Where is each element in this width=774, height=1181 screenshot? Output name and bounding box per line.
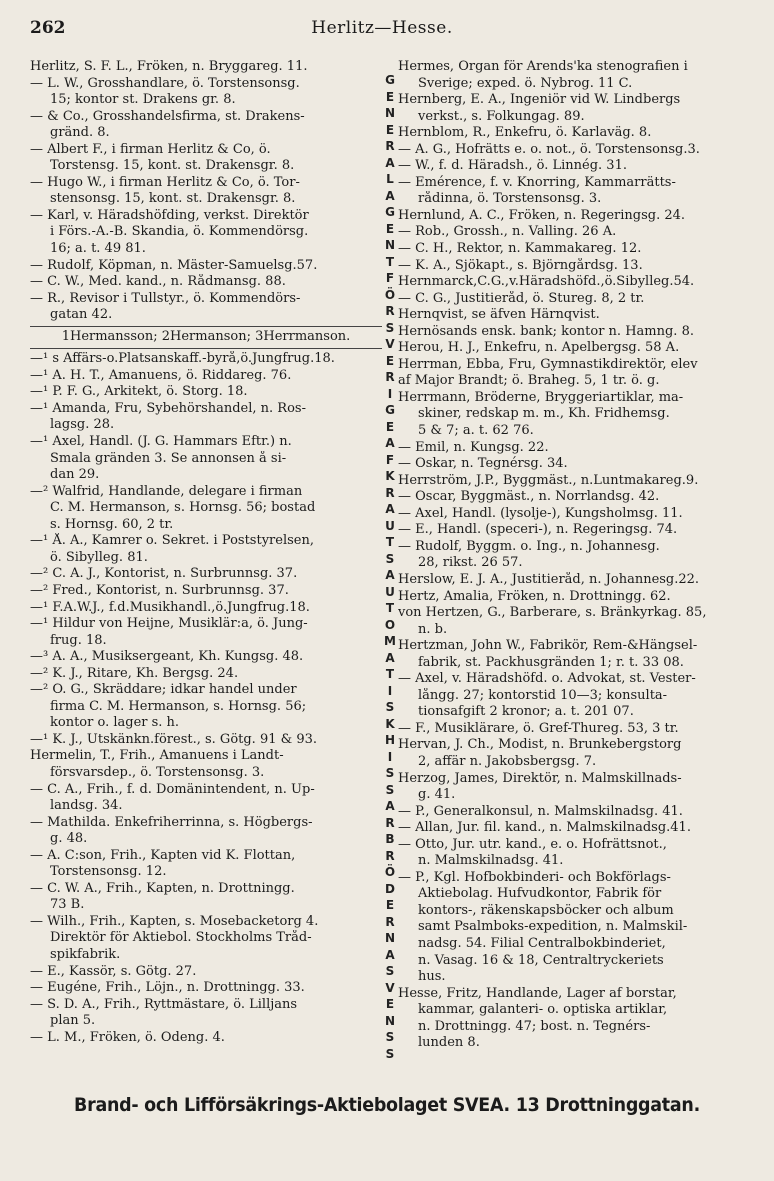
spine-letter: T (385, 667, 395, 681)
directory-entry-line: spikfabrik. (50, 946, 121, 962)
directory-entry-line: — C. W. A., Frih., Kapten, n. Drottningg. (30, 880, 295, 896)
spine-letter: E (385, 898, 395, 912)
directory-entry-line: Torstensonsg. 12. (50, 864, 167, 880)
spine-letter: N (384, 1013, 396, 1028)
spine-letter: A (385, 188, 395, 203)
spine-letter: H (384, 733, 396, 747)
directory-entry-line: — Hugo W., i firman Herlitz & Co, ö. Tor- (30, 174, 300, 190)
spine-letter: I (387, 683, 393, 698)
spine-letter: R (385, 848, 395, 863)
directory-entry-line: Hervan, J. Ch., Modist, n. Brunkebergstorg (398, 737, 682, 753)
spine-letter: S (385, 320, 395, 335)
directory-entry-line: fabrik, st. Packhusgränden 1; r. t. 33 08. (418, 654, 684, 670)
directory-entry-line: g. 48. (50, 831, 88, 847)
directory-entry-line: nadsg. 54. Filial Centralbokbinderiet, (418, 935, 666, 951)
spine-letter: S (385, 782, 395, 797)
directory-entry-line: Hertz, Amalia, Fröken, n. Drottningg. 62. (398, 588, 671, 604)
spine-letter: K (385, 716, 395, 731)
directory-entry-line: försvarsdep., ö. Torstensonsg. 3. (50, 764, 265, 780)
directory-entry-line: firma C. M. Hermanson, s. Hornsg. 56; (50, 698, 307, 714)
directory-entry-line: —¹ s Affärs-o.Platsanskaff.-byrå,ö.Jungfrug.18. (30, 351, 335, 367)
directory-entry-line: kammar, galanteri- o. optiska artiklar, (418, 1002, 668, 1018)
directory-entry-line: — C. W., Med. kand., n. Rådmansg. 88. (30, 274, 286, 290)
directory-entry-line: — Karl, v. Häradshöfding, verkst. Direktör (30, 207, 309, 223)
spine-letter: F (385, 271, 395, 285)
directory-entry-line: 73 B. (50, 897, 85, 913)
directory-entry-line: — C. G., Justitieråd, ö. Stureg. 8, 2 tr. (398, 290, 645, 306)
directory-entry-line: —¹ P. F. G., Arkitekt, ö. Storg. 18. (30, 384, 248, 400)
spine-letter: F (385, 452, 395, 467)
directory-entry-line: — Axel, Handl. (lysolje-), Kungsholmsg. 11. (398, 505, 683, 521)
spine-letter: S (385, 1046, 395, 1061)
directory-entry-line: Sverige; exped. ö. Nybrog. 11 C. (418, 75, 633, 91)
section-divider (30, 326, 382, 327)
spine-letter: M (384, 634, 396, 648)
directory-entry-line: Hernlund, A. C., Fröken, n. Regeringsg. 24. (398, 207, 686, 223)
directory-entry-line: långg. 27; kontorstid 10—3; konsulta- (418, 687, 668, 703)
spine-letter: T (385, 254, 395, 269)
spine-letter: G (385, 403, 395, 417)
directory-entry-line: s. Hornsg. 60, 2 tr. (50, 516, 174, 532)
name-variant-heading: 1Hermansson; 2Hermanson; 3Herrmanson. (61, 328, 351, 344)
directory-entry-line: — Rudolf, Byggm. o. Ing., n. Johannesg. (398, 538, 660, 554)
directory-entry-line: — L. M., Fröken, ö. Odeng. 4. (30, 1029, 225, 1045)
directory-entry-line: — K. A., Sjökapt., s. Björngårdsg. 13. (398, 257, 643, 273)
directory-entry-line: dan 29. (50, 467, 100, 483)
spine-letter: E (385, 122, 395, 137)
directory-entry-line: Herou, H. J., Enkefru, n. Apelbergsg. 58 A. (398, 340, 680, 356)
directory-entry-line: Torstensg. 15, kont. st. Drakensgr. 8. (50, 158, 295, 174)
directory-entry-line: — P., Generalkonsul, n. Malmskilnadsg. 41. (398, 803, 683, 819)
spine-letter: N (384, 931, 396, 945)
directory-entry-line: —² O. G., Skräddare; idkar handel under (30, 682, 297, 698)
directory-entry-line: von Hertzen, G., Barberare, s. Bränkyrkag. 85, (398, 605, 707, 621)
directory-entry-line: Hesse, Fritz, Handlande, Lager af borstar, (398, 985, 677, 1001)
directory-entry-line: gatan 42. (50, 307, 113, 323)
spine-letter: I (387, 749, 393, 764)
spine-letter: S (385, 1030, 395, 1044)
directory-entry-line: Hernberg, E. A., Ingeniör vid W. Lindbergs (398, 92, 681, 108)
spine-letter: A (385, 502, 395, 516)
directory-entry-line: Herzog, James, Direktör, n. Malmskillnads- (398, 770, 682, 786)
directory-entry-line: samt Psalmboks-expedition, n. Malmskil- (418, 919, 688, 935)
spine-letter: R (385, 139, 395, 153)
spine-letter: D (385, 881, 395, 896)
directory-entry-line: af Major Brandt; ö. Braheg. 5, 1 tr. ö. g. (398, 373, 660, 389)
directory-entry-line: — Eugéne, Frih., Löjn., n. Drottningg. 33. (30, 980, 305, 996)
directory-entry-line: — Emérence, f. v. Knorring, Kammarrätts- (398, 174, 676, 190)
directory-entry-line: rådinna, ö. Torstensonsg. 3. (418, 191, 602, 207)
spine-letter: N (384, 106, 396, 120)
directory-entry-line: —³ A. A., Musiksergeant, Kh. Kungsg. 48. (30, 649, 304, 665)
directory-entry-line: Hertzman, John W., Fabrikör, Rem-&Hängsel- (398, 638, 698, 654)
directory-entry-line: Herlitz, S. F. L., Fröken, n. Bryggareg. 11. (30, 59, 308, 74)
directory-entry-line: gränd. 8. (50, 125, 110, 141)
directory-entry-line: Aktiebolag. Hufvudkontor, Fabrik för (418, 886, 662, 902)
directory-entry-line: C. M. Hermanson, s. Hornsg. 56; bostad (50, 500, 316, 516)
spine-letter: R (385, 370, 395, 384)
directory-entry-line: — Otto, Jur. utr. kand., e. o. Hofrättsnot., (398, 836, 667, 852)
spine-letter: U (385, 518, 395, 533)
spine-letter: N (384, 238, 396, 252)
spine-letter: G (385, 73, 395, 87)
directory-entry-line: Hernösands ensk. bank; kontor n. Hamng. 8. (398, 323, 694, 339)
directory-entry-line: i Förs.-A.-B. Skandia, ö. Kommendörsg. (50, 224, 309, 240)
directory-entry-line: Hernblom, R., Enkefru, ö. Karlaväg. 8. (398, 125, 652, 141)
footer-advertisement: Brand- och Lifförsäkrings-Aktiebolaget SVEA. 13 Drottninggatan. (74, 1094, 700, 1116)
directory-entry-line: —² Fred., Kontorist, n. Surbrunnsg. 37. (30, 582, 289, 598)
spine-letter: R (385, 485, 395, 500)
spine-letter: E (385, 419, 395, 434)
directory-entry-line: — Oscar, Byggmäst., n. Norrlandsg. 42. (398, 489, 660, 505)
spine-letter: U (385, 584, 395, 599)
directory-entry-line: — E., Handl. (speceri-), n. Regeringsg. 74. (398, 522, 678, 538)
directory-entry-line: Herslow, E. J. A., Justitieråd, n. Johannesg.22. (398, 571, 700, 587)
directory-entry-line: 5 & 7; a. t. 62 76. (418, 423, 534, 439)
directory-entry-line: —¹ A. H. T., Amanuens, ö. Riddareg. 76. (30, 367, 292, 383)
spine-letter: Ö (384, 865, 396, 879)
page-number: 262 (30, 18, 66, 38)
directory-entry-line: tionsafgift 2 kronor; a. t. 201 07. (418, 704, 634, 720)
directory-entry-line: — R., Revisor i Tullstyr., ö. Kommendörs- (30, 290, 301, 306)
directory-entry-line: 2, affär n. Jakobsbergsg. 7. (418, 753, 597, 769)
directory-entry-line: n. Vasag. 16 & 18, Centraltryckeriets (418, 952, 664, 968)
spine-letter: I (387, 386, 393, 401)
directory-entry-line: landsg. 34. (50, 798, 123, 814)
directory-entry-line: — Oskar, n. Tegnérsg. 34. (398, 456, 568, 472)
directory-entry-line: 28, rikst. 26 57. (418, 555, 523, 571)
directory-entry-line: Hernmarck,C.G.,v.Häradshöfd.,ö.Sibylleg.54. (398, 274, 695, 290)
spine-letter: S (385, 551, 395, 566)
directory-entry-line: — Axel, v. Häradshöfd. o. Advokat, st. Vester- (398, 671, 696, 687)
directory-entry-line: Hermes, Organ för Arends'ka stenografien i (398, 59, 688, 74)
directory-entry-line: — A. G., Hofrätts e. o. not., ö. Torstensonsg.3. (398, 141, 700, 157)
directory-entry-line: — W., f. d. Häradsh., ö. Linnég. 31. (398, 158, 627, 174)
spine-letter: A (385, 436, 395, 450)
directory-entry-line: Herrman, Ebba, Fru, Gymnastikdirektör, elev (398, 356, 698, 372)
directory-entry-line: skiner, redskap m. m., Kh. Fridhemsg. (418, 406, 670, 422)
directory-entry-line: frug. 18. (50, 632, 107, 648)
directory-entry-line: 15; kontor st. Drakens gr. 8. (50, 92, 236, 108)
spine-letter: S (385, 964, 395, 978)
directory-entry-line: — C. H., Rektor, n. Kammakareg. 12. (398, 241, 642, 257)
directory-entry-line: — P., Kgl. Hofbokbinderi- och Bokförlags- (398, 869, 671, 885)
directory-entry-line: — & Co., Grosshandelsfirma, st. Drakens- (30, 108, 305, 124)
directory-entry-line: — Allan, Jur. fil. kand., n. Malmskilnadsg.41. (398, 820, 691, 836)
directory-entry-line: —¹ Hildur von Heijne, Musiklär:a, ö. Jung- (30, 616, 308, 632)
directory-entry-line: — S. D. A., Frih., Ryttmästare, ö. Lilljans (30, 996, 298, 1012)
directory-entry-line: —¹ K. J., Utskänkn.förest., s. Götg. 91 & 93. (30, 731, 318, 747)
spine-letter: R (385, 304, 395, 318)
spine-letter: A (385, 650, 395, 665)
directory-entry-line: — Rudolf, Köpman, n. Mäster-Samuelsg.57. (30, 257, 318, 273)
directory-entry-line: —² C. A. J., Kontorist, n. Surbrunnsg. 37. (30, 566, 298, 582)
directory-entry-line: —¹ Å. A., Kamrer o. Sekret. i Poststyrelsen, (30, 533, 314, 549)
spine-letter: R (385, 914, 395, 929)
left-column (30, 59, 382, 1046)
spine-letter: K (385, 469, 395, 483)
directory-entry-line: — Mathilda. Enkefriherrinna, s. Högbergs- (30, 814, 313, 830)
directory-entry-line: lunden 8. (418, 1035, 480, 1051)
spine-letter: R (385, 815, 395, 830)
directory-entry-line: — E., Kassör, s. Götg. 27. (30, 963, 197, 979)
directory-entry-line: ö. Sibylleg. 81. (50, 549, 148, 565)
spine-letter: S (385, 766, 395, 780)
directory-entry-line: Hernqvist, se äfven Härnqvist. (398, 307, 600, 323)
directory-entry-line: — Albert F., i firman Herlitz & Co, ö. (30, 141, 271, 157)
spine-letter: A (385, 799, 395, 813)
page-header (30, 18, 734, 44)
spine-letter: V (385, 337, 395, 351)
spine-letter: V (385, 980, 395, 995)
spine-letter: T (385, 601, 395, 615)
page-title: Herlitz—Hesse. (311, 18, 453, 38)
directory-entry-line: kontors-, räkenskapsböcker och album (418, 902, 674, 918)
directory-entry-line: —² Walfrid, Handlande, delegare i firman (30, 483, 303, 499)
spine-letter: A (385, 568, 395, 582)
spine-letter: A (385, 155, 395, 170)
directory-entry-line: lagsg. 28. (50, 417, 115, 433)
directory-entry-line: n. Malmskilnadsg. 41. (418, 853, 564, 869)
directory-entry-line: —¹ Amanda, Fru, Sybehörshandel, n. Ros- (30, 400, 306, 416)
directory-entry-line: 16; a. t. 49 81. (50, 241, 146, 257)
directory-entry-line: n. Drottningg. 47; bost. n. Tegnérs- (418, 1018, 651, 1034)
directory-entry-line: hus. (418, 969, 446, 985)
directory-entry-line: Hermelin, T., Frih., Amanuens i Landt- (30, 748, 284, 764)
spine-letter: G (385, 205, 395, 219)
directory-entry-line: Herrström, J.P., Byggmäst., n.Luntmakareg.9. (398, 472, 699, 488)
spine-letter: S (385, 700, 395, 714)
spine-letter: O (384, 617, 396, 632)
spine-letter: L (386, 172, 394, 186)
spine-letter: E (385, 221, 395, 236)
spine-letter: E (385, 997, 395, 1011)
directory-entry-line: —¹ F.A.W.J., f.d.Musikhandl.,ö.Jungfrug.18. (30, 599, 310, 615)
directory-entry-line: — Rob., Grossh., n. Valling. 26 A. (398, 224, 617, 240)
directory-entry-line: Herrmann, Bröderne, Bryggeriartiklar, ma- (398, 389, 684, 405)
directory-entry-line: — A. C:son, Frih., Kapten vid K. Flottan, (30, 847, 296, 863)
directory-entry-line: — L. W., Grosshandlare, ö. Torstensonsg. (30, 75, 300, 91)
directory-entry-line: —² K. J., Ritare, Kh. Bergsg. 24. (30, 665, 239, 681)
spine-letter: B (385, 832, 395, 846)
directory-entry-line: plan 5. (50, 1013, 96, 1029)
section-divider (30, 348, 382, 349)
directory-entry-line: Smala gränden 3. Se annonsen å si- (50, 450, 287, 466)
directory-entry-line: g. 41. (418, 787, 456, 803)
spine-letter: T (385, 535, 395, 549)
directory-entry-line: — Wilh., Frih., Kapten, s. Mosebacketorg 4. (30, 913, 319, 929)
directory-entry-line: — F., Musiklärare, ö. Gref-Thureg. 53, 3 tr. (398, 720, 679, 736)
spine-letter: E (385, 353, 395, 368)
directory-entry-line: stensonsg. 15, kont. st. Drakensgr. 8. (50, 191, 296, 207)
spine-letter: A (385, 947, 395, 962)
directory-entry-line: —¹ Axel, Handl. (J. G. Hammars Eftr.) n. (30, 434, 292, 450)
spine-letter: Ö (384, 287, 396, 302)
directory-entry-line: n. b. (418, 621, 448, 637)
spine-letter: E (385, 89, 395, 104)
directory-entry-line: — Emil, n. Kungsg. 22. (398, 439, 549, 455)
directory-entry-line: — C. A., Frih., f. d. Domänintendent, n. Up- (30, 781, 315, 797)
directory-entry-line: verkst., s. Folkungag. 89. (418, 108, 585, 124)
directory-entry-line: Direktör för Aktiebol. Stockholms Tråd- (50, 930, 312, 946)
right-column (398, 59, 750, 1052)
spine-advertisement (384, 72, 396, 1064)
directory-entry-line: kontor o. lager s. h. (50, 715, 180, 731)
